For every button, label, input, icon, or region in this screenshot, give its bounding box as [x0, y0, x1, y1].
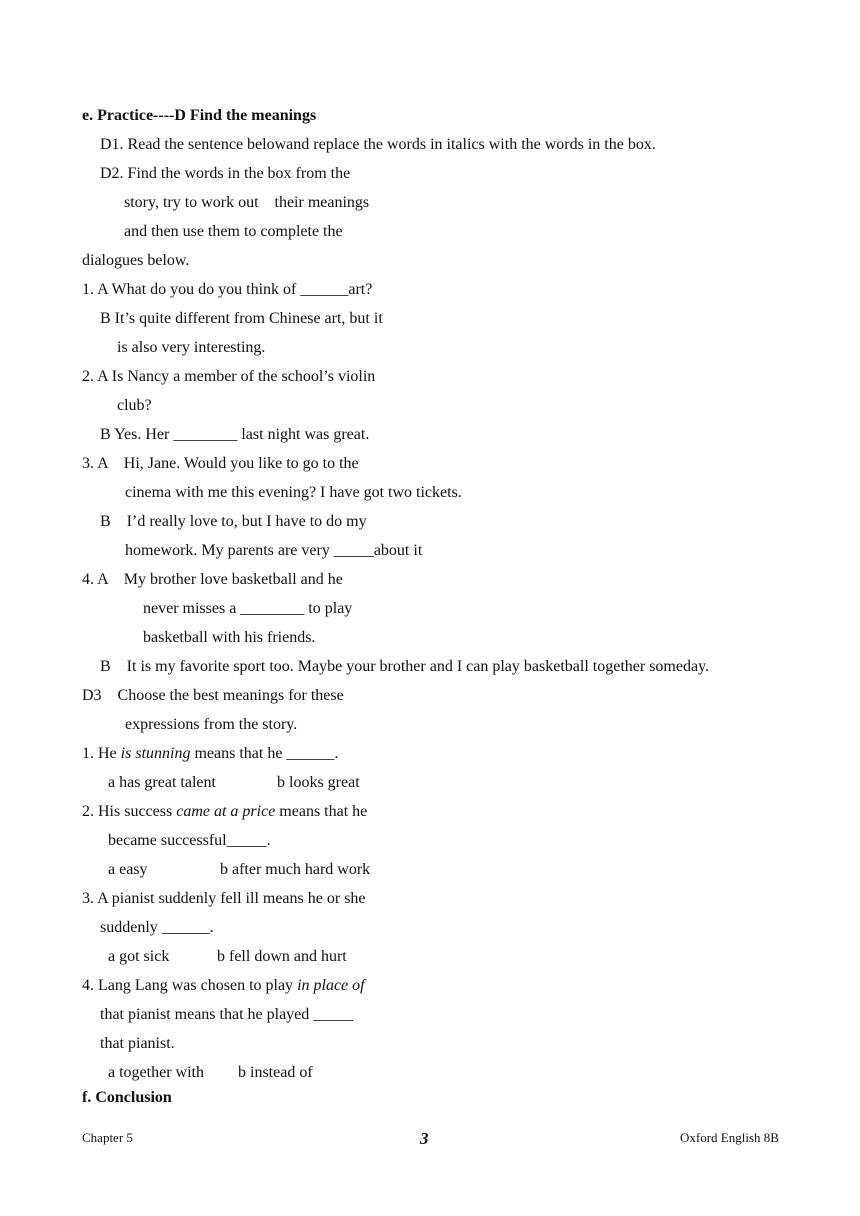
dialogue-1-line: B It’s quite different from Chinese art, but it	[100, 310, 383, 327]
italic-phrase: came at a price	[176, 803, 276, 820]
d2-instruction-line: dialogues below.	[82, 252, 190, 269]
page-number: 3	[420, 1129, 429, 1148]
section-e-heading: e. Practice----D Find the meanings	[82, 107, 317, 124]
text: 4. Lang Lang was chosen to play	[82, 977, 298, 994]
dialogue-3-line: homework. My parents are very _____about it	[125, 542, 423, 559]
dialogue-4-line: 4. A My brother love basketball and he	[82, 571, 343, 588]
d2-instruction-line: and then use them to complete the	[124, 223, 343, 240]
dialogue-4-line: never misses a ________ to play	[143, 600, 353, 617]
d3-heading: D3 Choose the best meanings for these	[82, 687, 344, 704]
d3-heading: expressions from the story.	[125, 716, 298, 733]
d3-question-2	[82, 802, 367, 822]
dialogue-2-line: 2. A Is Nancy a member of the school’s violin	[82, 368, 376, 385]
italic-phrase: is stunning	[120, 745, 191, 762]
dialogue-1-line: is also very interesting.	[117, 339, 266, 356]
option-a: a together with	[108, 1064, 204, 1081]
text: means that he	[275, 803, 368, 820]
d3-question-2-cont: became successful_____.	[108, 832, 271, 849]
option-b: b after much hard work	[220, 861, 371, 878]
dialogue-4-line: basketball with his friends.	[143, 629, 316, 646]
d3-question-1	[82, 744, 338, 764]
text: 2. His success	[82, 803, 177, 820]
d2-instruction-line: D2. Find the words in the box from the	[100, 165, 351, 182]
option-b: b looks great	[277, 774, 360, 791]
dialogue-4-line: B It is my favorite sport too. Maybe your brother and I can play basketball together someday.	[100, 658, 710, 675]
d3-question-4-cont: that pianist.	[100, 1035, 175, 1052]
section-f-heading: f. Conclusion	[82, 1089, 172, 1106]
option-a: a has great talent	[108, 774, 216, 791]
dialogue-2-line: club?	[117, 397, 152, 414]
dialogue-2-line: B Yes. Her ________ last night was great.	[100, 426, 370, 443]
d3-question-3-cont: suddenly ______.	[100, 919, 214, 936]
d3-question-3: 3. A pianist suddenly fell ill means he or she	[82, 890, 366, 907]
dialogue-3-line: 3. A Hi, Jane. Would you like to go to the	[82, 455, 359, 472]
d2-instruction-line: story, try to work out their meanings	[124, 194, 370, 211]
text: 1. He	[82, 745, 121, 762]
d3-question-4-cont: that pianist means that he played _____	[100, 1006, 354, 1023]
option-b: b fell down and hurt	[217, 948, 347, 965]
text: means that he ______.	[190, 745, 339, 762]
dialogue-3-line: B I’d really love to, but I have to do my	[100, 513, 367, 530]
footer-chapter: Chapter 5	[82, 1130, 133, 1145]
d3-question-4	[82, 976, 365, 996]
option-a: a got sick	[108, 948, 170, 965]
option-b: b instead of	[238, 1064, 313, 1081]
footer-book-title: Oxford English 8B	[680, 1130, 779, 1145]
option-a: a easy	[108, 861, 148, 878]
d1-instruction: D1. Read the sentence belowand replace the words in italics with the words in the box.	[100, 136, 656, 153]
italic-phrase: in place of	[297, 977, 365, 994]
dialogue-1-line: 1. A What do you do you think of ______art?	[82, 281, 373, 298]
dialogue-3-line: cinema with me this evening? I have got two tickets.	[125, 484, 462, 501]
